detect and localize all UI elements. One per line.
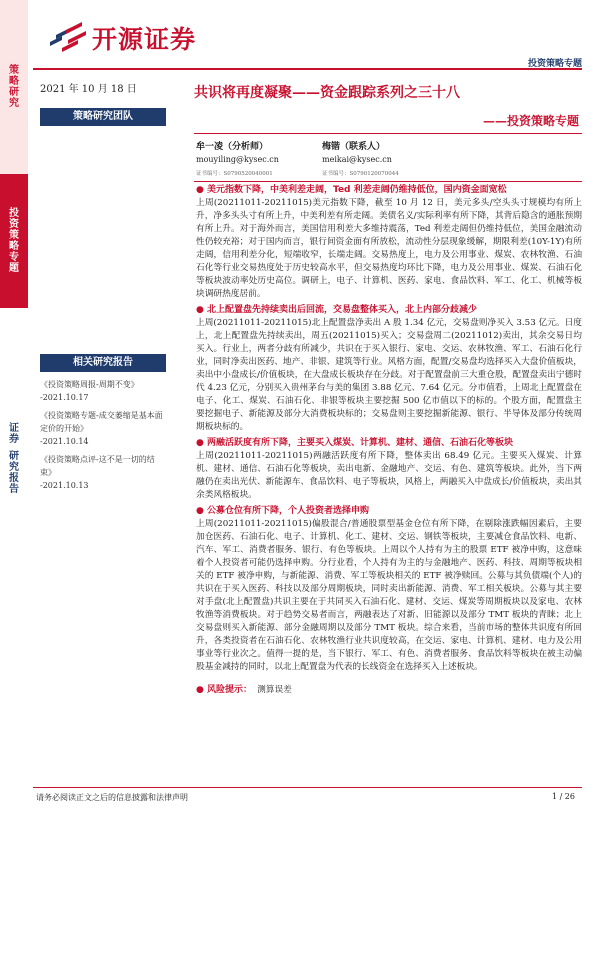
sidebar-char: 究 — [9, 98, 19, 109]
report-type-label: 投资策略专题 — [527, 59, 582, 69]
sidebar-char: 策 — [9, 230, 19, 241]
author-email[interactable]: meikai@kysec.cn — [322, 155, 392, 164]
sidebar-char: 略 — [9, 241, 19, 252]
disclaimer: 请务必阅读正文之后的信息披露和法律声明 — [36, 793, 188, 802]
sidebar-char: 究 — [9, 462, 19, 473]
section-heading: ● 美元指数下降，中美利差走阔，Ted 利差走阔仍维持低位，国内资金面宽松 — [196, 185, 507, 195]
report-subtitle: ——投资策略专题 — [482, 114, 579, 128]
section-heading: ● 公募仓位有所下降，个人投资者选择申购 — [196, 506, 370, 516]
sidebar-char: 略 — [9, 76, 19, 87]
related-report-date: -2021.10.17 — [40, 393, 89, 402]
team-label: 策略研究团队 — [40, 108, 166, 126]
brand-logo — [48, 18, 88, 56]
section-text: 上周(20211011-20211015)两融活跃度有所下降，整体卖出 68.49 亿元。主要买入煤炭、计算机、建材、通信、石油石化等板块，卖出电新、金融地产、交运、有色、建筑等板块。此外，当下两融仍在卖出光伏、新能源车、食品饮料、电子等板块，风格上，两融买入中盘成长/价值板块，卖出其余类风格板块。 — [196, 451, 582, 500]
author-cert: 证书编号：S0790120070044 — [322, 171, 399, 177]
report-title: 共识将再度凝聚——资金跟踪系列之三十八 — [194, 85, 460, 101]
section-heading: ● 风险提示： — [196, 685, 253, 695]
section-text: 上周(20211011-20211015)北上配置盘净卖出 A 股 1.34 亿元，交易盘则净买入 3.53 亿元。日度上，北上配置盘先持续卖出，周五(20211015)买入；交易盘周二(20211012)卖出，其余交易日均买入。行业上，两者分歧有所减少，共识在于买入银行、家电、交运、农林牧渔、军工、石油石化行业，同时净卖出医药、地产、非银、建筑等行业。风格方面，配置/交易盘均选择买入大盘价值板块，卖出中小盘成长/价值板块，在大盘成长板块存在分歧。对于配置盘前三大重仓股，配置盘卖出宁德时代 4.23 亿元，分别买入贵州茅台与美的集团 3.88 亿元、7.64 亿元。分市值看，上周北上配置盘在电子、化工、煤炭、石油石化、非银等板块主要挖掘 500 亿市值以下的标的。个股方面，配置盘主要挖掘电子、新能源及部分大消费板块标的；交易盘则主要挖掘新能源、银行、半导体及部分传统周期板块标的。 — [196, 318, 582, 432]
authors-rule — [194, 181, 582, 182]
summary-body — [196, 184, 582, 776]
sidebar-char: 投 — [9, 208, 19, 219]
page-number: 1 / 26 — [551, 792, 575, 801]
logo-icon — [48, 18, 88, 52]
sidebar-char: 研 — [9, 87, 19, 98]
section-heading: ● 两融活跃度有所下降，主要买入煤炭、计算机、建材、通信、石油石化等板块 — [196, 438, 514, 448]
related-report-date: -2021.10.13 — [40, 481, 89, 490]
section-text: 上周(20211011-20211015)偏股混合/普通股票型基金仓位有所下降，在剔除涨跌幅因素后，主要加仓医药、石油石化、电子、计算机、化工、建材、交运、钢铁等板块，主要减仓食品饮料、电新、汽车、军工、消费者服务、银行、有色等板块。上周以个人持有为主的股票 ETF 被净申购，这意味着个人投资者可能仍选择申购。分行业看，个人持有为主的与金融地产、医药、科技、周期等板块相关的 ETF 被净申购，与新能源、消费、军工等板块相关的 ETF 被净赎回。公募与其负债端(个人)的共识在于买入医药、科技以及部分周期板块，同时卖出新能源、消费、军工相关板块。公募与其主要对手盘(北上配置盘)共识主要在于共同买入石油石化、建材、交运、煤炭等周期板块以及家电、农林牧渔等消费板块。对于趋势交易者而言，两融表达了对新、旧能源以及部分 TMT 板块的青睐；北上交易盘则买入新能源、部分金融周期以及部分 TMT 板块。综合来看，当前市场的整体共识度有所回升，各类投资者在石油石化、农林牧渔行业共识度较高，在交运、家电、计算机、建材、电力及公用事业等行业次之。值得一提的是，当下银行、军工、有色、消费者服务、食品饮料等板块在被主动偏股基金减持的同时，以北上配置盘为代表的长线资金在选择买入上述板块。 — [196, 519, 582, 672]
sidebar-category — [0, 0, 28, 174]
sidebar-char: 专 — [9, 252, 19, 263]
header-rule — [33, 68, 582, 70]
sidebar-report-type — [0, 174, 28, 308]
sidebar-char: 研 — [9, 451, 19, 462]
report-date: 2021 年 10 月 18 日 — [40, 84, 137, 95]
related-report-item[interactable]: 《投资策略专题-成交萎缩是基本面定价的开始》 — [40, 411, 163, 433]
sidebar-char: 告 — [9, 484, 19, 495]
author-email[interactable]: mouyiling@kysec.cn — [196, 155, 279, 164]
sidebar-char: 证 — [9, 423, 19, 434]
author-name: 牟一凌（分析师） — [196, 142, 269, 152]
section-text: 测算误差 — [257, 685, 292, 695]
author-block — [196, 139, 279, 177]
related-reports-heading: 相关研究报告 — [40, 354, 166, 372]
section-heading: ● 北上配置盘先持续卖出后回流，交易盘整体买入，北上内部分歧减少 — [196, 305, 478, 315]
risk-warning — [196, 677, 582, 697]
sidebar-doc-class — [0, 308, 28, 957]
sidebar-char: 题 — [9, 263, 19, 274]
sidebar-char: 券 — [9, 434, 19, 445]
title-rule — [194, 133, 582, 134]
section-text: 上周(20211011-20211015)美元指数下降，截至 10 月 12 日，美元多头/空头头寸规模均有所上升，净多头头寸有所上升，中美利差有所走阔。美债名义/实际利率有所下降，其背后隐含的通胀预期有所上升。对于海外而言，美国信用利差大多维持震荡，Ted 利差走阔但仍维持低位，美国金融流动性仍较充裕；对于国内而言，银行间资金面有所放松，流动性分层现象缓解，期限利差(10Y-1Y)有所走阔，信用利差分化，短端收窄，长端走阔。交易热度上，电力及公用事业、煤炭、农林牧渔、石油石化等行业交易热度处于历史较高水平，但交易热度均环比下降，电力及公用事业、煤炭、石油石化等板块波动率处历史高位。调研上，电子、计算机、医药、家电、食品饮料、军工、化工、机械等板块调研热度居前。 — [196, 198, 582, 299]
related-reports-list — [40, 378, 166, 492]
author-block — [322, 139, 399, 177]
sidebar-char: 报 — [9, 473, 19, 484]
related-report-item[interactable]: 《投资策略点评-这不是一切的结束》 — [40, 455, 155, 477]
author-name: 梅锴（联系人） — [322, 142, 386, 152]
sidebar-char: 资 — [9, 219, 19, 230]
footer-rule — [33, 787, 582, 788]
related-report-item[interactable]: 《投资策略周报-周期不变》 — [40, 380, 139, 389]
brand-name: 开源证券 — [92, 25, 197, 54]
sidebar-char: 策 — [9, 65, 19, 76]
related-report-date: -2021.10.14 — [40, 437, 89, 446]
author-cert: 证书编号：S0790520040001 — [196, 171, 273, 177]
